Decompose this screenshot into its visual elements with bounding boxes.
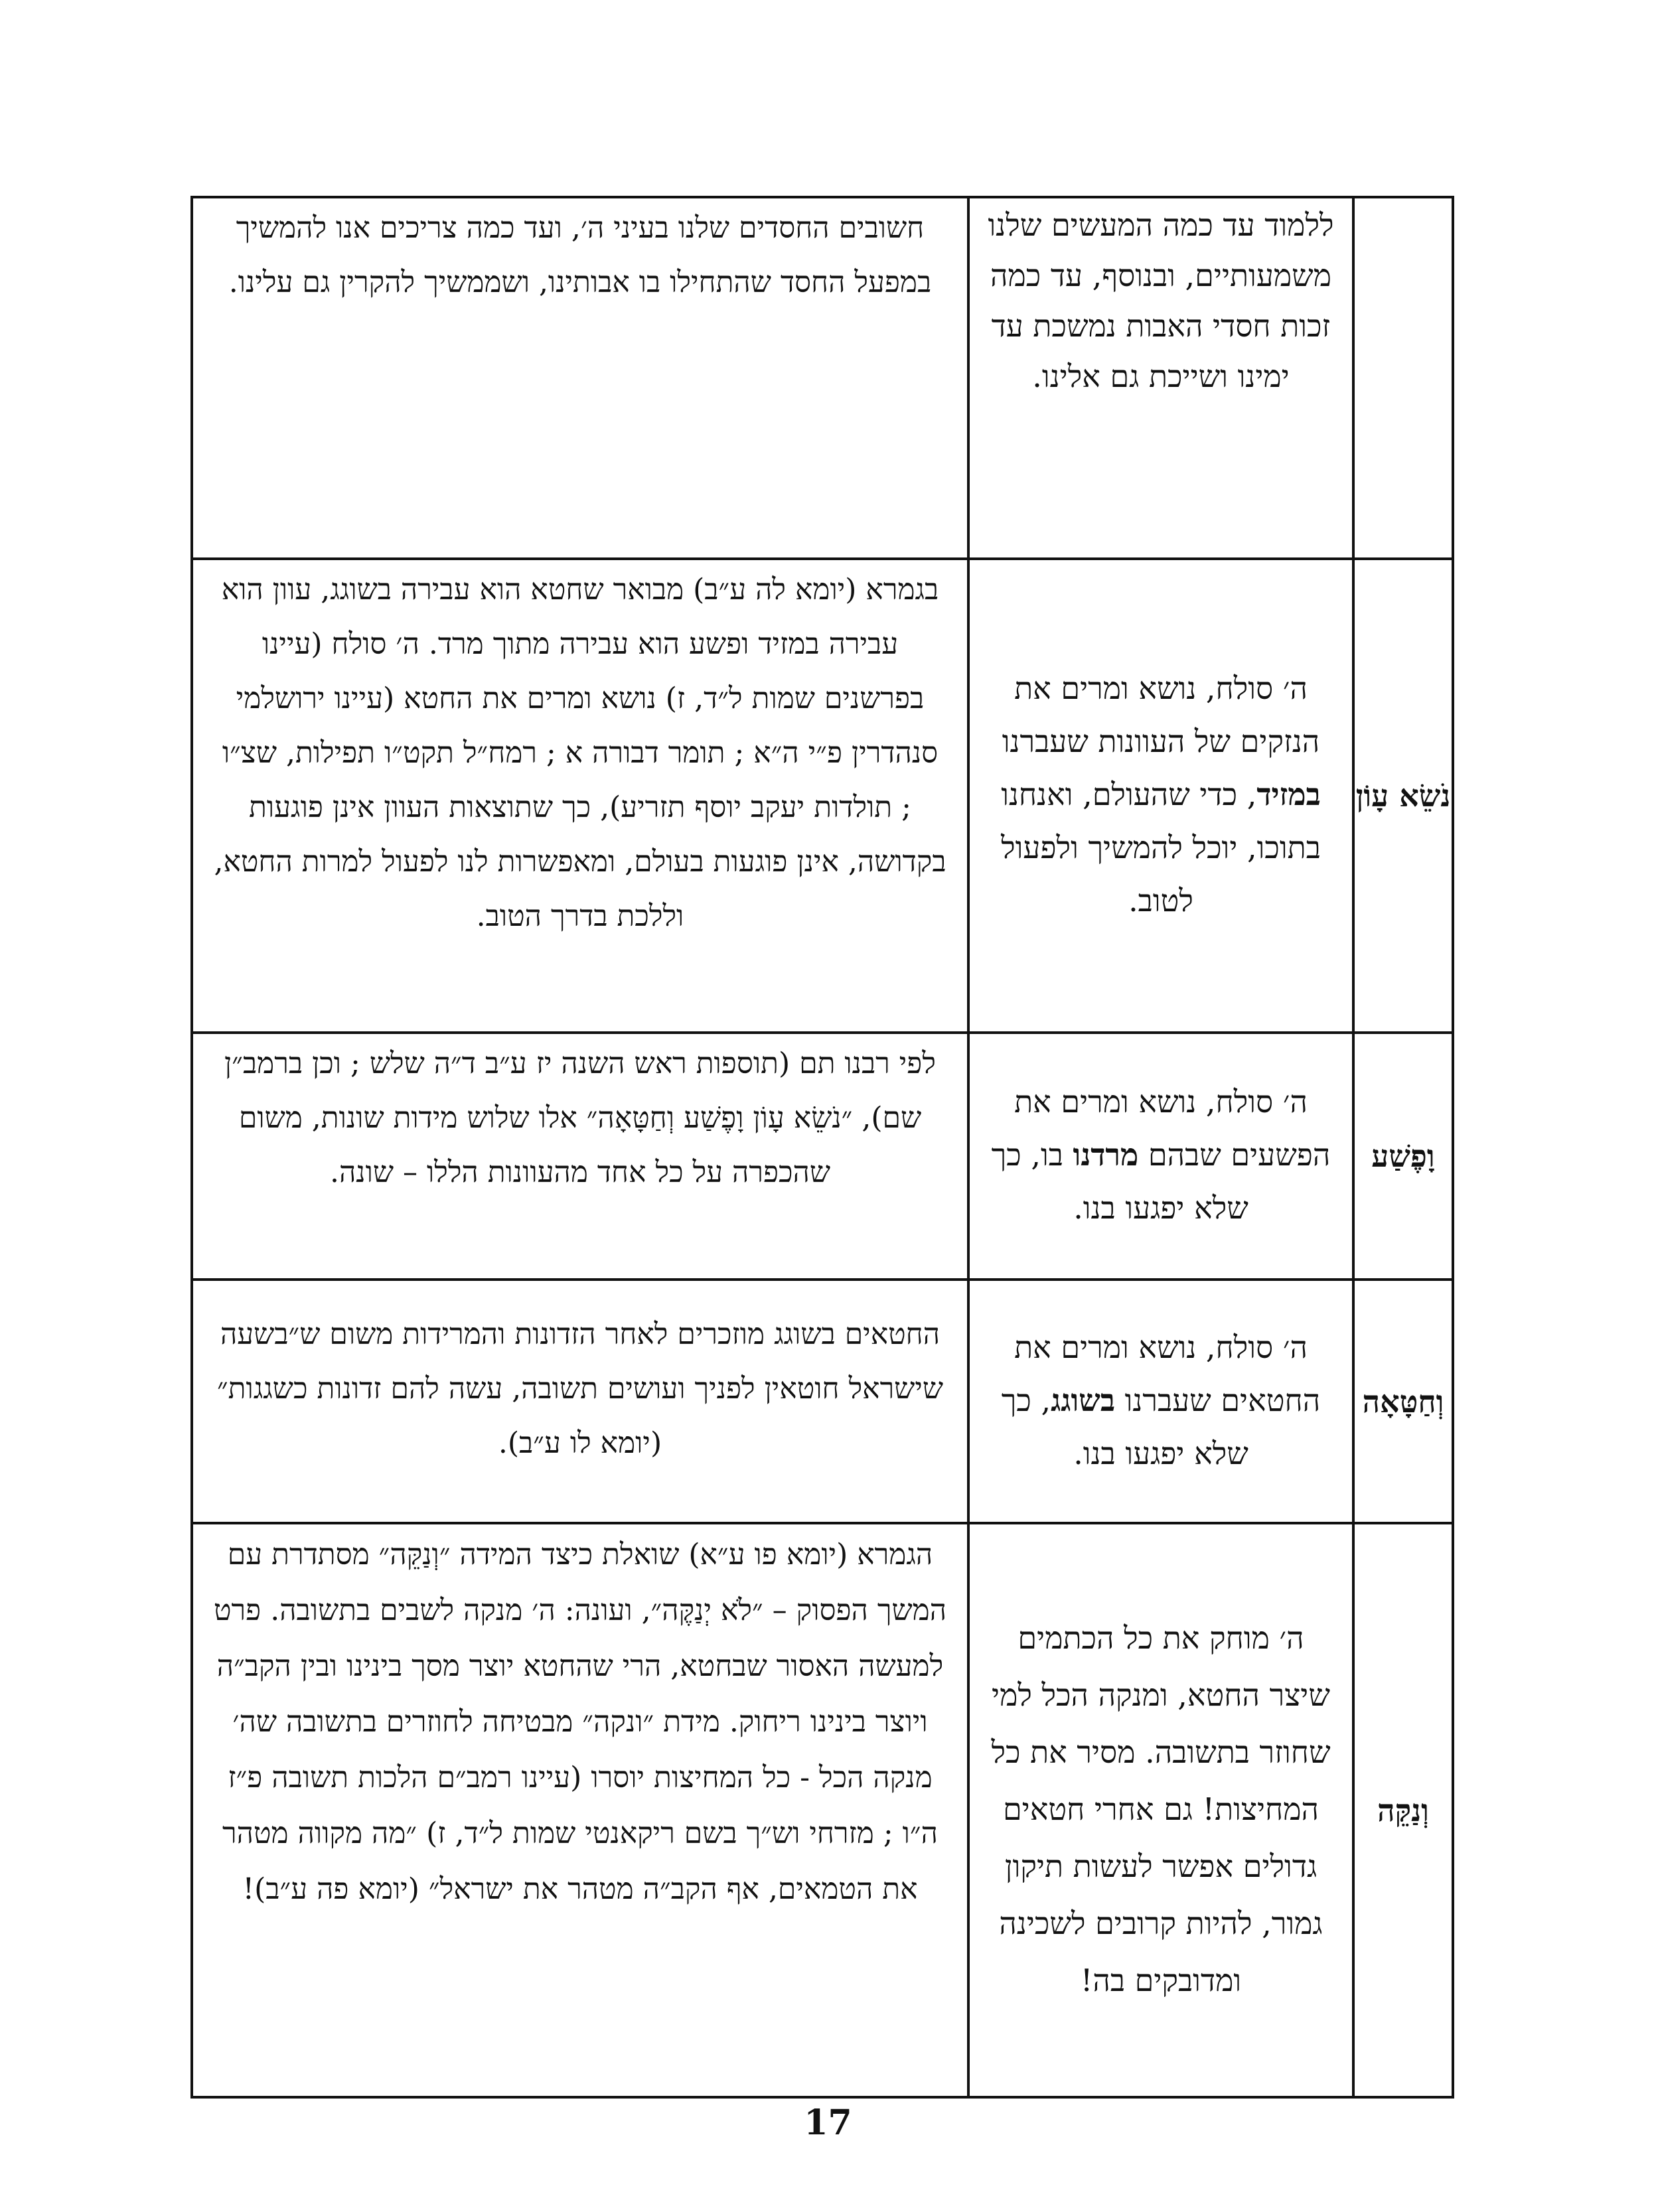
- summary-bold-text: במזיד: [1256, 776, 1321, 812]
- page-number: 17: [804, 2102, 852, 2143]
- summary-text-after: בו, כך שלא יפגעו בנו.: [991, 1137, 1248, 1226]
- table-row: [192, 1523, 1453, 2097]
- source-cell: לפי רבנו תם (תוספות ראש השנה יז ע״ב ד״ה שלש ; וכן ברמב״ן שם), ״נֹשֵׂא עָוֹן וָפֶשַׁע וְחַטָּאָה״ אלו שלוש מידות שונות, משום שהכפרה על כל אחד מהעוונות הללו – שונה.: [192, 1033, 968, 1280]
- summary-text: ה׳ סולח, נושא ומרים את הפשעים שבהם: [1014, 1084, 1331, 1173]
- summary-bold-text: מרדנו: [1073, 1137, 1139, 1173]
- summary-text: ללמוד עד כמה המעשים שלנו משמעותיים, ובנוסף, עד כמה זכות חסדי האבות נמשכת עד ימינו ושייכת גם אלינו.: [988, 207, 1334, 394]
- summary-cell: [968, 1280, 1353, 1523]
- summary-text-after: , כך שלא יפגעו בנו.: [1001, 1382, 1248, 1471]
- summary-text: ה׳ מוחק את כל הכתמים שיצר החטא, ומנקה הכל למי שחוזר בתשובה. מסיר את כל המחיצות! גם אחרי חטאים גדולים אפשר לעשות תיקון גמור, להיות קרובים לשכינה ומדובקים בה!: [991, 1619, 1331, 1998]
- term-cell: [1353, 197, 1453, 559]
- summary-cell: [968, 197, 1353, 559]
- table-row: [192, 1033, 1453, 1280]
- source-cell: חשובים החסדים שלנו בעיני ה׳, ועד כמה צריכים אנו להמשיך במפעל החסד שהתחילו בו אבותינו, ושממשיך להקרין גם עלינו.: [192, 197, 968, 559]
- table-row: [192, 1280, 1453, 1523]
- summary-text: ה׳ סולח, נושא ומרים את החטאים שעברנו: [1014, 1329, 1321, 1418]
- summary-text-after: , כדי שהעולם, ואנחנו בתוכו, יוכל להמשיך ולפעול לטוב.: [1001, 776, 1321, 919]
- term-cell: וְנַקֵּה: [1353, 1523, 1453, 2097]
- table-row: [192, 559, 1453, 1033]
- source-cell: בגמרא (יומא לה ע״ב) מבואר שחטא הוא עבירה בשוגג, עוון הוא עבירה במזיד ופשע הוא עבירה מתוך מרד. ה׳ סולח (עיינו בפרשנים שמות ל״ד, ז) נושא ומרים את החטא (עיינו ירושלמי סנהדרין פ״י ה״א ; תומר דבורה א ; רמח״ל תקט״ו תפילות, שצ״ו ; תולדות יעקב יוסף תזריע), כך שתוצאות העוון אינן פוגעות בקדושה, אינן פוגעות בעולם, ומאפשרות לנו לפעול למרות החטא, וללכת בדרך הטוב.: [192, 559, 968, 1033]
- term-cell: וָפֶשַׁע: [1353, 1033, 1453, 1280]
- content-table: [190, 196, 1454, 2099]
- source-cell: החטאים בשוגג מוזכרים לאחר הזדונות והמרידות משום ש״בשעה שישראל חוטאין לפניך ועושים תשובה, עשה להם זדונות כשגגות״ (יומא לו ע״ב).: [192, 1280, 968, 1523]
- summary-cell: [968, 559, 1353, 1033]
- summary-cell: [968, 1523, 1353, 2097]
- summary-text: ה׳ סולח, נושא ומרים את הנזקים של העוונות שעברנו: [1002, 670, 1320, 759]
- term-cell: נֹשֵׂא עָוֹן: [1353, 559, 1453, 1033]
- summary-cell: [968, 1033, 1353, 1280]
- table-row: [192, 197, 1453, 559]
- term-cell: וְחַטָּאָה: [1353, 1280, 1453, 1523]
- summary-bold-text: בשוגג: [1051, 1382, 1115, 1418]
- source-cell: הגמרא (יומא פו ע״א) שואלת כיצד המידה ״וְנַקֵּה״ מסתדרת עם המשך הפסוק – ״לֹא יְנַקֶּה״, ועונה: ה׳ מנקה לשבים בתשובה. פרט למעשה האסור שבחטא, הרי שהחטא יוצר מסך בינינו ובין הקב״ה ויוצר בינינו ריחוק. מידת ״ונקה״ מבטיחה לחוזרים בתשובה שה׳ מנקה הכל - כל המחיצות יוסרו (עיינו רמב״ם הלכות תשובה פ״ז ה״ו ; מזרחי וש״ך בשם ריקאנטי שמות ל״ד, ז) ״מה מקווה מטהר את הטמאים, אף הקב״ה מטהר את ישראל״ (יומא פה ע״ב)!: [192, 1523, 968, 2097]
